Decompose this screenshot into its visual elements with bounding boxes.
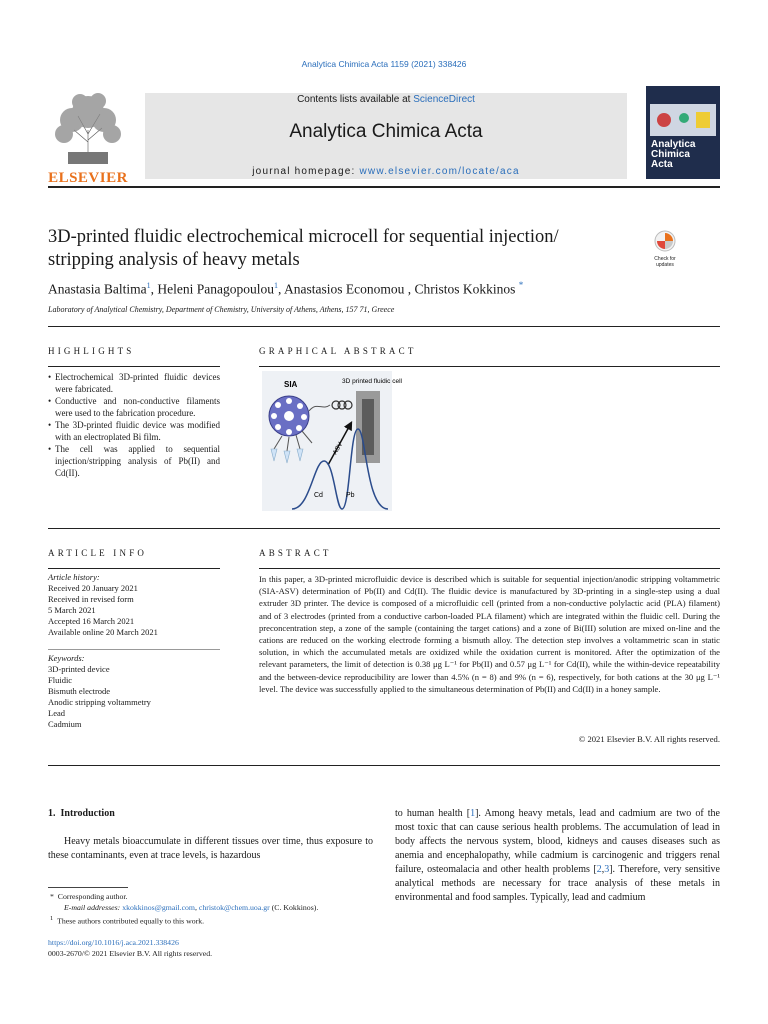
keyword-item: Anodic stripping voltammetry [48, 697, 151, 707]
article-history [48, 572, 220, 638]
highlight-item: • The 3D-printed fluidic device was modified with an electroplated Bi film. [48, 419, 220, 443]
author-name[interactable]: Anastasia Baltima [48, 281, 147, 297]
abstract-rule [259, 568, 720, 569]
keywords-label: Keywords: [48, 653, 85, 663]
journal-title: Analytica Chimica Acta [289, 121, 483, 142]
elsevier-logo [48, 90, 128, 186]
title-block-rule [48, 326, 720, 327]
cover-illustration-icon [650, 104, 716, 136]
author-footnote-mark[interactable]: 1 [146, 281, 151, 290]
keyword-item: Cadmium [48, 719, 82, 729]
history-item: Received in revised form [48, 594, 134, 604]
keyword-item: Bismuth electrode [48, 686, 111, 696]
footnote-rule [48, 887, 128, 888]
cover-title-line: Chimica [651, 149, 690, 160]
ref-link[interactable]: 1 [470, 808, 476, 819]
check-for-updates-button[interactable] [645, 230, 685, 266]
abstract-text: In this paper, a 3D-printed microfluidic device is described which is suitable for sequential injection/anodic stripping voltammetric (SIA-ASV) determination of Pb(II) and Cd(II). The fluidic device is manufactured by 3D-printing in a single-step using a dual extruder 3D printer. The device is composed of a microfluidic cell (printed from a non-conductive polylactic acid (PLA) filament) and of 3 electrodes (printed from a conductive carbon-loaded PLA filament) which are integrated within the fluidic cell. During the preconcentration step, a zone of the sample (containing the target cations) and a zone of Bi(III) solution are mixed on-line and the cations are reduced on the working electrode forming a bismuth alloy. The detection step involves a voltammetric scan in static solution, in which the accumulated metals are oxidized while the oxidation current is monitored. After the optimization of the relevant parameters, the limit of detection is 0.38 μg L⁻¹ for Pb(II) and 0.57 μg L⁻¹ for Cd(II), while the within-device repeatability and the between-device reproducibility are lower than 4.5% (n = 8) and 9% (n = 6), respectively, for both cations at the 30 μg L⁻¹ level. The device was successfully applied to the simultaneous determination of Pb(II) and Cd(II) in a honey sample. [259, 574, 720, 694]
graphical-abstract-figure[interactable] [262, 371, 402, 511]
history-item: Accepted 16 March 2021 [48, 616, 135, 626]
email-footnote: E-mail addresses: xkokkinos@gmail.com, christok@chem.uoa.gr (C. Kokkinos). [64, 903, 319, 912]
ref-link[interactable]: 2 [596, 864, 602, 875]
history-item: Received 20 January 2021 [48, 583, 138, 593]
highlights-list [48, 371, 220, 479]
highlight-item: • Electrochemical 3D-printed fluidic devices were fabricated. [48, 371, 220, 395]
graphical-abstract-heading: GRAPHICAL ABSTRACT [259, 346, 417, 356]
ref-link[interactable]: 3 [604, 864, 610, 875]
affiliation: Laboratory of Analytical Chemistry, Department of Chemistry, University of Athens, Athens, 157 71, Greece [48, 305, 395, 314]
graphical-abstract-rule [259, 366, 720, 367]
author-name[interactable]: Christos Kokkinos [414, 281, 516, 297]
keyword-item: Fluidic [48, 675, 73, 685]
contents-line: Contents lists available at ScienceDirect [297, 94, 475, 105]
intro-left-paragraph: Heavy metals bioaccumulate in different tissues over time, thus exposure to these contaminants, even at trace levels, is hazardous [48, 836, 373, 861]
article-info-rule [48, 568, 220, 569]
equal-contribution-footnote: $^1$ These authors contributed equally to this work. [49, 915, 205, 926]
highlights-heading: HIGHLIGHTS [48, 346, 135, 356]
cover-title-line: Analytica [651, 139, 696, 150]
author-name[interactable]: Heleni Panagopoulou [157, 281, 274, 297]
highlight-item: • The cell was applied to sequential injection/stripping analysis of Pb(II) and Cd(II). [48, 443, 220, 479]
abstract-copyright: © 2021 Elsevier B.V. All rights reserved. [578, 734, 720, 744]
author-footnote-mark[interactable]: * [518, 280, 524, 290]
cell-label-line: 3D printed fluidic cell [342, 378, 402, 385]
abstract-heading: ABSTRACT [259, 548, 332, 558]
elsevier-tree-icon [48, 90, 128, 166]
cover-artwork [650, 104, 716, 136]
header-rule [48, 186, 720, 188]
author-name[interactable]: Anastasios Economou [283, 281, 405, 297]
history-label: Article history: [48, 572, 100, 582]
journal-banner [145, 93, 627, 179]
highlight-item: • Conductive and non-conductive filaments were used to the fabrication procedure. [48, 395, 220, 419]
homepage-line: journal homepage: www.elsevier.com/locate/aca [252, 166, 520, 177]
article-title: 3D-printed fluidic electrochemical microcell for sequential injection/ stripping analysis of heavy metals [48, 227, 559, 270]
asv-label: ASV [331, 441, 345, 456]
email-link[interactable]: xkokkinos@gmail.com [122, 903, 195, 912]
doi-block [48, 937, 212, 959]
citation-link[interactable]: Analytica Chimica Acta 1159 (2021) 338426 [301, 59, 467, 69]
elsevier-wordmark: ELSEVIER [48, 170, 128, 186]
doi-link[interactable]: https://doi.org/10.1016/j.aca.2021.338426 [48, 938, 179, 947]
keyword-item: 3D-printed device [48, 664, 110, 674]
email-link[interactable]: christok@chem.uoa.gr [198, 903, 270, 912]
keywords-list [48, 653, 220, 730]
intro-right-paragraph: to human health [1]. Among heavy metals, lead and cadmium are two of the most toxic that can cause serious health problems. The accumulation of lead in body affects the nervous system, blood, kidneys and causes diseases such as anemia and encephalopathy, while cadmium is carcinogenic and triggers renal failure, osteomalacia and other health problems [2,3]. Therefore, very sensitive analytical methods are necessary for trace analysis of these metals in environmental and food samples. Typically, lead and cadmium [395, 808, 720, 903]
history-item: 5 March 2021 [48, 605, 96, 615]
homepage-link[interactable]: www.elsevier.com/locate/aca [359, 166, 520, 177]
keywords-rule [48, 649, 220, 650]
cover-title-line: Acta [651, 159, 673, 170]
author-footnote-mark[interactable]: 1 [273, 281, 278, 290]
highlights-rule [48, 366, 220, 367]
intro-heading: 1. Introduction [48, 808, 115, 819]
sia-label: SIA [284, 380, 298, 389]
journal-cover[interactable] [646, 86, 720, 179]
check-updates-label: Check for updates [654, 256, 676, 268]
summary-rule [48, 528, 720, 529]
issn-line: 0003-2670/© 2021 Elsevier B.V. All rights reserved. [48, 949, 213, 958]
corresponding-footnote: * Corresponding author. [49, 892, 128, 901]
check-updates-icon [654, 230, 676, 252]
sciencedirect-link[interactable]: ScienceDirect [413, 94, 475, 105]
article-info-heading: ARTICLE INFO [48, 548, 148, 558]
keyword-item: Lead [48, 708, 65, 718]
sia-asv-diagram [262, 371, 402, 511]
author-list: Anastasia Baltima$^1$, Heleni Panagopoulou$^1$, Anastasios Economou , Christos Kokkinos * [48, 280, 524, 297]
abstract-end-rule [48, 765, 720, 766]
cd-label: Cd [314, 492, 323, 499]
pb-label: Pb [346, 492, 355, 499]
history-item: Available online 20 March 2021 [48, 627, 158, 637]
footnotes [48, 891, 378, 927]
